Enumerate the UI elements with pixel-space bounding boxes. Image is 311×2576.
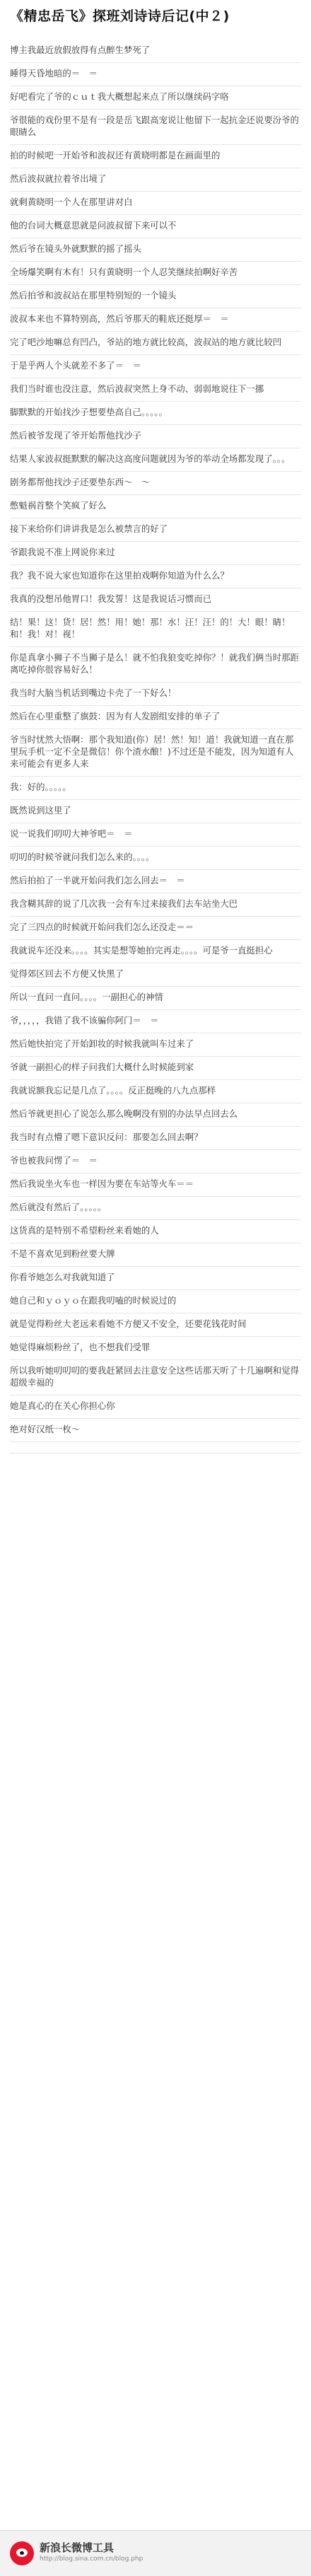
paragraph: 你是真拿小狮子不当狮子是么！就不怕我狼变吃掉你？！就我们俩当时那距离吃掉你很容易好么！ <box>10 647 301 683</box>
paragraph: 我就说车还没来。。。。其实是想等她拍完再走。。。。可是爷一直挺担心 <box>10 940 301 963</box>
paragraph: 然后被爷发现了爷开始帮他找沙子 <box>10 425 301 448</box>
paragraph: 然后在心里重整了旗鼓：因为有人发剧组安排的单子了 <box>10 706 301 729</box>
paragraph: 你看爷她怎么对我就知道了 <box>10 1267 301 1290</box>
paragraph: 她觉得麻烦粉丝了，也不想我们受罪 <box>10 1337 301 1360</box>
paragraph: 我？我不说大家也知道你在这里拍戏啊你知道为什么么？ <box>10 565 301 588</box>
paragraph: 他的台词大概意思就是问波叔留下来可以不 <box>10 215 301 238</box>
paragraph: 我含糊其辞的说了几次我一会有车过来接我们去车站坐大巴 <box>10 893 301 917</box>
paragraph: 我当时有点懵了嗯下意识反问：那要怎么回去啊？ <box>10 1127 301 1150</box>
paragraph: 就剩黄晓明一个人在那里讲对白 <box>10 192 301 215</box>
paragraph: 爷也被我问愣了＝ ＝ <box>10 1150 301 1173</box>
paragraph: 我真的没想吊他胃口！我发誓！这是我说话习惯而已 <box>10 588 301 612</box>
paragraph: 她自己和ｙｏｙｏ在跟我叨嗑的时候说过的 <box>10 1290 301 1313</box>
article-title: 《精忠岳飞》探班刘诗诗后记(中２) <box>10 8 230 24</box>
paragraph: 然后就没有然后了。。。。。 <box>10 1197 301 1220</box>
article-body <box>0 40 311 1454</box>
paragraph: 我们当时谁也没注意，然后波叔突然上身不动、弱弱地说往下一挪 <box>10 378 301 402</box>
paragraph: 所以一直问一直问。。。。一副担心的神情 <box>10 987 301 1010</box>
paragraph: 我当时大脑当机话到嘴边卡壳了一下好么！ <box>10 683 301 706</box>
paragraph: 波叔本来也不算特别高，然后爷那天的鞋底还挺厚＝ ＝ <box>10 308 301 332</box>
footer-brand-name: 新浪长微博工具 <box>40 2541 115 2554</box>
paragraph: 好吧看完了爷的ｃｕｔ我大概想起来点了所以继续码字咯 <box>10 86 301 110</box>
paragraph: 然后爷在镜头外就默默的摇了摇头 <box>10 238 301 262</box>
paragraph: 接下来给你们讲讲我是怎么被禁言的好了 <box>10 518 301 542</box>
sina-weibo-logo-icon <box>10 2541 34 2565</box>
paragraph: 说一说我们叨叨大神爷吧＝ ＝ <box>10 823 301 847</box>
paragraph: 然后爷就更担心了说怎么那么晚啊没有别的办法早点回去么 <box>10 1103 301 1127</box>
paragraph: 全场爆笑啊有木有！只有黄晓明一个人忍笑继续拍啊好辛苦 <box>10 262 301 285</box>
paragraph: 然后波叔就拉着爷出境了 <box>10 168 301 192</box>
paragraph: 爷跟我说不准上网说你来过 <box>10 542 301 565</box>
paragraph: 就是觉得粉丝大老远来看她不方便又不安全，还要花钱花时间 <box>10 1313 301 1337</box>
paragraph: 爷就一副担心的样子问我们大概什么时候能到家 <box>10 1057 301 1080</box>
paragraph: 完了吧沙地嘛总有凹凸，爷站的地方就比较高，波叔站的地方就比较凹 <box>10 332 301 355</box>
paragraph: 完了三四点的时候就开始问我们怎么还没走＝＝ <box>10 917 301 940</box>
paragraph: 她是真心的在关心你担心你 <box>10 1396 301 1419</box>
paragraph: 憋魁祸首整个笑疯了好么 <box>10 495 301 518</box>
footer-url[interactable]: http://blog.sina.com.cn/blog.php <box>40 2555 143 2563</box>
paragraph: 结果人家波叔挺默默的解决这高度问题就因为爷的举动全场都发现了。。。 <box>10 448 301 472</box>
paragraph: 爷当时忧然大悟啊：那个我知道(你）居！然！知！道！我就知道一直在那里玩手机一定不全是微信！你个渣水酿！)不过还是不能发，因为知道有人来可能会有更多人来 <box>10 729 301 777</box>
footer-branding <box>40 2541 143 2564</box>
paragraph: 我就说额我忘记是几点了。。。。反正挺晚的八九点那样 <box>10 1080 301 1103</box>
paragraph: 所以我听她叨叨叨的要我赶紧回去注意安全这些话那天听了十几遍啊和觉得超级幸福的 <box>10 1360 301 1396</box>
paragraph: 我：好的。。。。。 <box>10 777 301 800</box>
paragraph: 睡得天昏地暗的＝ ＝ <box>10 63 301 86</box>
paragraph: 然后拍爷和波叔站在那里特别短的一个镜头 <box>10 285 301 308</box>
paragraph: 既然说到这里了 <box>10 800 301 823</box>
paragraph: 觉得郊区回去不方便又快黑了 <box>10 963 301 987</box>
paragraph: 然后我说坐火车也一样因为要在车站等火车＝＝ <box>10 1173 301 1197</box>
paragraph: 然后拍拍了一半就开始问我们怎么回去＝ ＝ <box>10 870 301 893</box>
footer-bar <box>0 2530 311 2576</box>
paragraph: 爷，，，，，我错了我不该骗你阿门＝ ＝ <box>10 1010 301 1033</box>
paragraph: 然后她快拍完了开始卸妆的时候我就叫车过来了 <box>10 1033 301 1057</box>
paragraph: 叨叨的时候爷就问我们怎么来的。。。。 <box>10 847 301 870</box>
paragraph: 绝对好汉纸一枚～ <box>10 1419 301 1442</box>
paragraph: 爷很能的戏份里不是有一段是岳飞跟高宠说让他留下一起抗金还说要汾爷的眼睛么 <box>10 110 301 145</box>
paragraph: 脚默默的开始找沙子想要垫高自己。。。。。 <box>10 402 301 425</box>
paragraph <box>10 1442 301 1454</box>
paragraph: 博主我最近放假放得有点醉生梦死了 <box>10 40 301 63</box>
paragraph: 这货真的是特别不希望粉丝来看她的人 <box>10 1220 301 1243</box>
paragraph: 于是乎两人个头就差不多了＝ ＝ <box>10 355 301 378</box>
paragraph: 结！果！这！货！居！然！用！她！那！水！汪！汪！的！大！眼！睛！和！我！对！视！ <box>10 612 301 647</box>
paragraph: 不是不喜欢见到粉丝要大牌 <box>10 1243 301 1267</box>
paragraph: 拍的时候吧一开始爷和波叔还有黄晓明都是在画面里的 <box>10 145 301 168</box>
paragraph: 剧务都帮他找沙子还要垫东西～ ～ <box>10 472 301 495</box>
